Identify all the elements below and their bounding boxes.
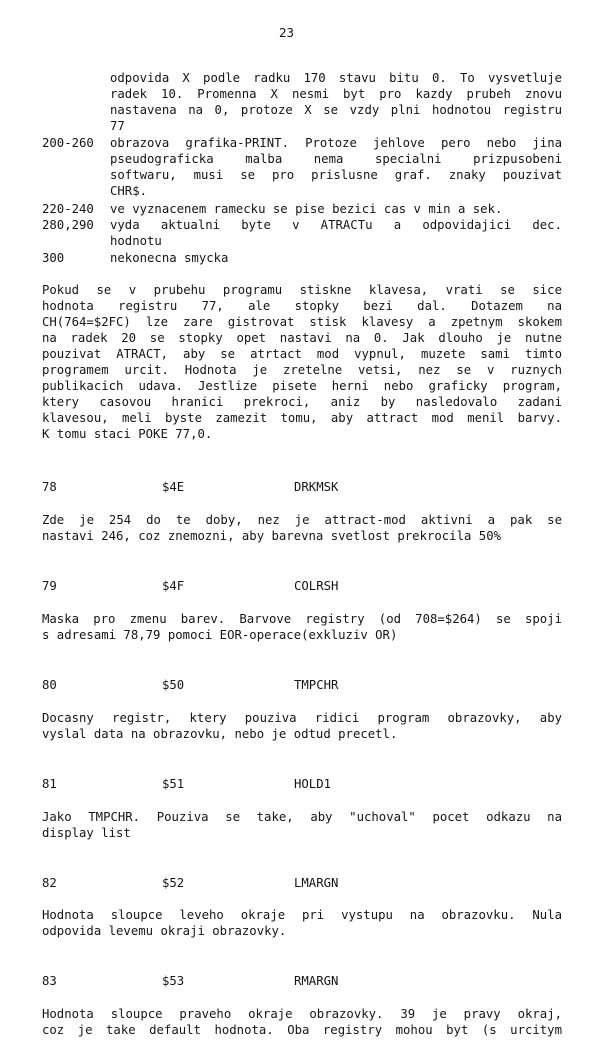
register-decimal: 83	[42, 974, 57, 988]
note-line: nastavena na 0, protoze X se vzdy plni hodnotou registru	[110, 103, 562, 117]
register-description-line: s adresami 78,79 pomoci EOR-operace(exkluziv OR)	[42, 628, 398, 642]
register-decimal: 79	[42, 579, 57, 593]
register-label: COLRSH	[294, 579, 339, 593]
note-line: softwaru, musi se pro prislusne graf. znaky pouzivat	[110, 168, 562, 182]
note-line: nekonecna smycka	[110, 251, 229, 265]
register-hex: $51	[162, 777, 185, 791]
register-hex: $50	[162, 678, 185, 692]
paragraph-line: CH(764=$2FC) lze zare gistrovat stisk klavesy a zpetnym skokem	[42, 315, 562, 329]
note-line: vyda aktualni byte v ATRACTu a odpovidajici dec.	[110, 218, 562, 232]
register-description-line: Maska pro zmenu barev. Barvove registry (od 708=$264) se spoji	[42, 612, 562, 626]
register-description-line: coz je take default hodnota. Oba registry mohou byt (s urcitym	[42, 1023, 562, 1037]
paragraph-line: pouzivat ATRACT, aby se atrtact mod vypnul, muzete sami timto	[42, 347, 562, 361]
register-description-line: display list	[42, 826, 131, 840]
paragraph-line: klavesou, meli byste zamezit tomu, aby attract mod menil barvy.	[42, 411, 562, 425]
paragraph-line: publikacich udava. Jestlize pisete herni nebo graficky program,	[42, 379, 562, 393]
register-hex: $4F	[162, 579, 185, 593]
register-decimal: 81	[42, 777, 57, 791]
register-label: DRKMSK	[294, 480, 339, 494]
register-decimal: 78	[42, 480, 57, 494]
register-decimal: 82	[42, 876, 57, 890]
paragraph-line: ktery casovou hranici prekroci, aniz by nasledovalo zadani	[42, 395, 562, 409]
register-decimal: 80	[42, 678, 57, 692]
paragraph-line: hodnota registru 77, ale stopky bezi dal. Dotazem na	[42, 299, 562, 313]
note-line: 77	[110, 119, 125, 133]
note-line: ve vyznacenem ramecku se pise bezici cas v min a sek.	[110, 202, 503, 216]
note-line: CHR$.	[110, 184, 148, 198]
register-description-line: nastavi 246, coz znemozni, aby barevna svetlost prekrocila 50%	[42, 529, 502, 543]
register-description-line: Zde je 254 do te doby, nez je attract-mod aktivni a pak se	[42, 513, 562, 527]
note-line: radek 10. Promenna X nesmi byt pro kazdy prubeh znovu	[110, 87, 562, 101]
paragraph-line: programem urcit. Hodnota je zretelne vetsi, nez se v ruznych	[42, 363, 562, 377]
paragraph-line: K tomu staci POKE 77,0.	[42, 427, 213, 441]
note-code: 300	[42, 251, 65, 265]
note-line: obrazova grafika-PRINT. Protoze jehlove pero nebo jina	[110, 136, 562, 150]
register-label: LMARGN	[294, 876, 339, 890]
register-description-line: Hodnota sloupce leveho okraje pri vystupu na obrazovku. Nula	[42, 908, 562, 922]
register-hex: $52	[162, 876, 185, 890]
paragraph-line: Pokud se v prubehu programu stiskne klavesa, vrati se sice	[42, 283, 562, 297]
register-hex: $4E	[162, 480, 185, 494]
register-description-line: Hodnota sloupce praveho okraje obrazovky. 39 je pravy okraj,	[42, 1007, 562, 1021]
note-code: 200-260	[42, 136, 94, 150]
register-description-line: odpovida levemu okraji obrazovky.	[42, 924, 287, 938]
register-description-line: Docasny registr, ktery pouziva ridici program obrazovky, aby	[42, 711, 562, 725]
register-label: RMARGN	[294, 974, 339, 988]
register-description-line: Jako TMPCHR. Pouziva se take, aby "uchoval" pocet odkazu na	[42, 810, 562, 824]
register-label: HOLD1	[294, 777, 332, 791]
register-hex: $53	[162, 974, 185, 988]
page-number: 23	[279, 25, 295, 40]
paragraph-line: na radek 20 se stopky opet nastavi na 0. Jak dlouho je nutne	[42, 331, 562, 345]
note-code: 220-240	[42, 202, 94, 216]
note-line: odpovida X podle radku 170 stavu bitu 0. To vysvetluje	[110, 71, 562, 85]
register-label: TMPCHR	[294, 678, 339, 692]
register-description-line: vyslal data na obrazovku, nebo je odtud precetl.	[42, 727, 398, 741]
note-line: pseudograficka malba nema specialni prizpusobeni	[110, 152, 562, 166]
note-line: hodnotu	[110, 234, 162, 248]
note-code: 280,290	[42, 218, 94, 232]
